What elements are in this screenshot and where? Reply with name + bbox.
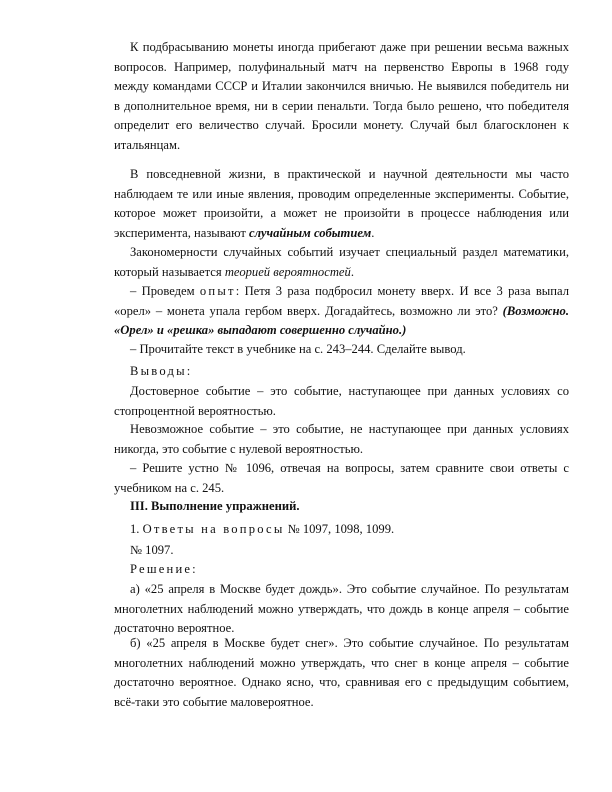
paragraph-read-textbook: – Прочитайте текст в учебнике на с. 243–244. Сделайте вывод. xyxy=(130,342,466,356)
paragraph-certain-event: Достоверное событие – это событие, наступающее при данных условиях со стопроцентной вероятностью. xyxy=(114,384,569,418)
paragraph-text: В повседневной жизни, в практической и научной деятельности мы часто наблюдаем те или иные явления, проводим определенные эксперименты. Событие, которое может произойти, а может не произойти в процессе наблюдения или эксперимента, называют xyxy=(114,167,569,240)
paragraph-impossible-event: Невозможное событие – это событие, не наступающее при данных условиях никогда, это событие с нулевой вероятностью. xyxy=(114,422,569,456)
item-number: 1. xyxy=(130,522,143,536)
term-random-event: случайным событием xyxy=(249,225,372,240)
paragraph-experiment xyxy=(114,282,569,341)
exercise-numbers: № 1097, 1098, 1099. xyxy=(284,522,395,536)
paragraph-answer-a: а) «25 апреля в Москве будет дождь». Это событие случайное. По результатам многолетних наблюдений можно утверждать, что дождь в конце апреля – событие достаточно вероятное. xyxy=(114,582,569,636)
paragraph-solve-1096: – Решите устно № 1096, отвечая на вопросы, затем сравните свои ответы с учебником на с. 245. xyxy=(114,461,569,495)
paragraph-end: . xyxy=(350,264,354,279)
paragraph-random-event-definition xyxy=(114,165,569,243)
heading-exercises: III. Выполнение упражнений. xyxy=(130,499,300,513)
term-probability-theory: теорией вероятностей xyxy=(224,264,351,279)
paragraph-end: . xyxy=(371,225,375,240)
paragraph-dash: – Проведем xyxy=(130,284,200,298)
heading-conclusions: Выводы: xyxy=(130,364,193,378)
italic-answer: (Возможно. «Орел» и «решка» выпадают совершенно случайно.) xyxy=(114,303,569,338)
exercise-number: № 1097. xyxy=(130,543,174,557)
paragraph-answers-heading xyxy=(114,520,569,540)
paragraph-text: : Петя 3 раза подбросил монету вверх. И все 3 раза выпал «орел» – монета упала гербом вверх. Догадайтесь, возможно ли это? xyxy=(114,284,569,318)
paragraph-text: Закономерности случайных событий изучает специальный раздел математики, который называется xyxy=(114,245,569,279)
paragraph-coin-toss-history: К подбрасыванию монеты иногда прибегают даже при решении весьма важных вопросов. Например, полуфинальный матч на первенство Европы в 1968 году между командами СССР и Италии закончился вничью. Не выявился победитель ни в дополнительное время, ни в серии пенальти. Тогда было решено, что победителя определит его величество случай. Бросили монету. Случай был благосклонен к итальянцам. xyxy=(114,40,569,152)
spaced-answers: Ответы на вопросы xyxy=(142,522,285,536)
paragraph-probability-theory xyxy=(114,243,569,282)
paragraph-answer-b: б) «25 апреля в Москве будет снег». Это событие случайное. По результатам многолетних наблюдений можно утверждать, что снег в конце апреля – событие достаточно вероятное. Однако ясно, что, сравнивая его с предыдущим событием, всё-таки это событие маловероятное. xyxy=(114,636,569,709)
spaced-word-experiment: опыт xyxy=(199,284,236,298)
heading-solution: Решение: xyxy=(130,562,198,576)
